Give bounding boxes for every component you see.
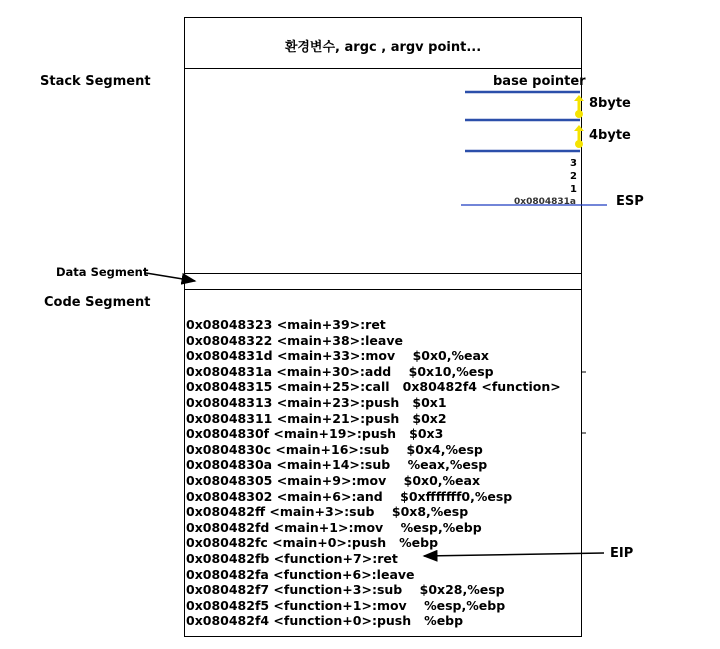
code-line: 0x080482fd <main+1>:mov %esp,%ebp (186, 519, 482, 535)
stack-segment-label: Stack Segment (40, 74, 151, 89)
code-line: 0x0804830f <main+19>:push $0x3 (186, 426, 444, 442)
eip-arrow (424, 553, 604, 556)
code-line: 0x080482f4 <function+0>:push %ebp (186, 613, 464, 629)
code-line: 0x080482f7 <function+3>:sub $0x28,%esp (186, 582, 505, 598)
stack-value-2: 2 (570, 171, 577, 182)
code-line: 0x08048323 <main+39>:ret (186, 317, 386, 332)
code-line: 0x08048311 <main+21>:push $0x2 (186, 410, 447, 426)
code-line: 0x0804830a <main+14>:sub %eax,%esp (186, 457, 488, 473)
env-args-label: 환경변수, argc , argv point... (284, 40, 482, 55)
data-segment-label: Data Segment (56, 265, 149, 279)
code-line: 0x080482f5 <function+1>:mov %esp,%ebp (186, 597, 506, 613)
code-line: 0x08048313 <main+23>:push $0x1 (186, 394, 447, 410)
eip-label: EIP (610, 546, 634, 561)
code-line: 0x0804830c <main+16>:sub $0x4,%esp (186, 441, 483, 457)
data-segment-arrow (146, 273, 195, 281)
base-pointer-label: base pointer (493, 74, 586, 89)
stack-value-3: 3 (570, 158, 577, 169)
code-line: 0x08048322 <main+38>:leave (186, 332, 403, 348)
code-segment-label: Code Segment (44, 295, 151, 310)
code-line: 0x0804831a <main+30>:add $0x10,%esp (186, 363, 494, 379)
code-line: 0x080482fb <function+7>:ret (186, 550, 398, 566)
esp-address: 0x0804831a (514, 197, 576, 207)
code-line: 0x080482fa <function+6>:leave (186, 566, 415, 582)
size-4byte-label: 4byte (589, 128, 631, 143)
marker-8byte (574, 95, 584, 118)
code-line: 0x08048302 <main+6>:and $0xfffffff0,%esp (186, 488, 513, 504)
stack-value-1: 1 (570, 184, 577, 195)
code-line: 0x08048315 <main+25>:call 0x80482f4 <function> (186, 379, 561, 395)
code-line: 0x0804831d <main+33>:mov $0x0,%eax (186, 348, 489, 364)
marker-4byte (574, 125, 584, 148)
code-line: 0x08048305 <main+9>:mov $0x0,%eax (186, 472, 481, 488)
code-line: 0x080482ff <main+3>:sub $0x8,%esp (186, 504, 469, 520)
code-line: 0x080482fc <main+0>:push %ebp (186, 535, 439, 551)
size-8byte-label: 8byte (589, 96, 631, 111)
esp-label: ESP (616, 194, 644, 209)
